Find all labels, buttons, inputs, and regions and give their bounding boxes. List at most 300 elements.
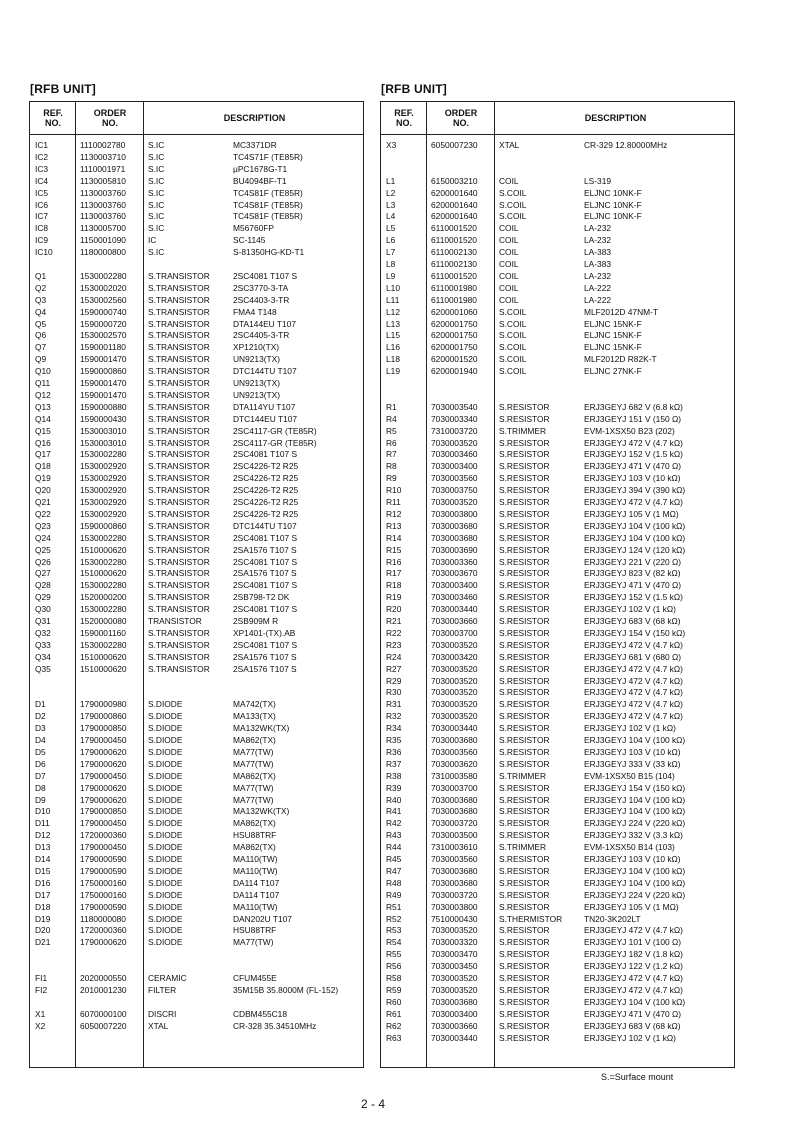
ref-cell: L3	[386, 199, 396, 210]
part-type-cell: S.TRANSISTOR	[148, 449, 210, 460]
ref-cell: D3	[35, 723, 46, 734]
order-no-cell: 1590001470	[80, 389, 127, 400]
part-number-cell: ERJ3GEYJ 394 V (390 kΩ)	[584, 485, 686, 496]
ref-cell: Q31	[35, 616, 51, 626]
table-row	[30, 401, 363, 413]
part-type-cell: S.DIODE	[148, 901, 183, 912]
ref-cell: Q25	[35, 544, 51, 555]
part-number-cell: ERJ3GEYJ 104 V (100 kΩ)	[584, 865, 686, 876]
ref-cell: IC7	[35, 211, 49, 222]
table-row	[381, 805, 734, 817]
part-type-cell: S.TRANSISTOR	[148, 389, 210, 400]
order-no-cell: 7030003680	[431, 794, 478, 805]
part-type-cell: S.IC	[148, 140, 165, 150]
part-type-cell: S.DIODE	[148, 830, 183, 841]
ref-cell: IC3	[35, 163, 49, 174]
table-row	[30, 448, 363, 460]
part-number-cell: ERJ3GEYJ 472 V (4.7 kΩ)	[584, 663, 683, 674]
part-number-cell: 2SC4081 T107 S	[233, 556, 298, 567]
ref-cell: D8	[35, 782, 46, 793]
part-number-cell: UN9213(TX)	[233, 378, 281, 388]
part-type-cell: S.TRANSISTOR	[148, 568, 210, 579]
part-type-cell: S.TRANSISTOR	[148, 330, 210, 341]
ref-cell: Q19	[35, 473, 51, 484]
order-no-cell: 6110001980	[431, 294, 477, 305]
part-number-cell: ELJNC 10NK-F	[584, 211, 642, 222]
ref-cell: R37	[386, 758, 402, 769]
part-type-cell: S.RESISTOR	[499, 830, 550, 841]
part-type-cell: S.DIODE	[148, 842, 183, 853]
table-row	[381, 306, 734, 318]
part-number-cell: 2SC4226-T2 R25	[233, 485, 299, 496]
ref-cell: L11	[386, 294, 400, 305]
part-type-cell: S.RESISTOR	[499, 758, 550, 769]
order-no-cell: 1110002780	[80, 140, 126, 150]
part-number-cell: 2SA1576 T107 S	[233, 568, 297, 579]
ref-cell: D13	[35, 842, 51, 853]
part-type-cell: S.TRANSISTOR	[148, 318, 210, 329]
part-number-cell: TN20-3K202LT	[584, 913, 641, 924]
part-number-cell: TC4S81F (TE85R)	[233, 199, 303, 210]
ref-cell: R54	[386, 937, 402, 948]
table-row	[381, 734, 734, 746]
part-number-cell: MA77(TW)	[233, 782, 274, 793]
table-row	[30, 163, 363, 175]
table-row	[381, 829, 734, 841]
part-type-cell: S.DIODE	[148, 854, 183, 864]
ref-cell: Q17	[35, 449, 51, 460]
part-type-cell: S.RESISTOR	[499, 687, 550, 698]
ref-cell: Q5	[35, 318, 47, 329]
part-type-cell: S.DIODE	[148, 865, 183, 876]
table-row	[381, 270, 734, 282]
table-row	[30, 829, 363, 841]
order-no-cell: 1790000590	[80, 854, 127, 864]
order-no-cell: 1590001180	[80, 342, 126, 353]
table-row	[30, 437, 363, 449]
order-no-cell: 7030003800	[431, 508, 478, 519]
part-number-cell: 2SA1576 T107 S	[233, 663, 297, 674]
part-number-cell: MA110(TW)	[233, 854, 278, 864]
part-type-cell: S.RESISTOR	[499, 746, 550, 757]
part-number-cell: DA114 T107	[233, 889, 280, 900]
ref-cell: IC10	[35, 247, 53, 258]
part-number-cell: ERJ3GEYJ 104 V (100 kΩ)	[584, 996, 686, 1007]
part-number-cell: ERJ3GEYJ 103 V (10 kΩ)	[584, 746, 681, 757]
ref-cell: R5	[386, 425, 397, 436]
table-row	[381, 460, 734, 472]
part-type-cell: S.RESISTOR	[499, 806, 550, 817]
part-type-cell: S.IC	[148, 187, 165, 198]
part-type-cell: S.TRANSISTOR	[148, 663, 210, 674]
part-type-cell: S.IC	[148, 163, 165, 174]
part-type-cell: S.COIL	[499, 342, 527, 353]
order-no-header: ORDER NO.	[444, 108, 478, 128]
ref-cell: R22	[386, 627, 402, 638]
left-parts-table	[29, 101, 364, 1068]
table-row	[30, 353, 363, 365]
order-no-cell: 2010001230	[80, 984, 127, 995]
part-type-cell: S.TRANSISTOR	[148, 580, 210, 591]
ref-cell: R8	[386, 461, 397, 472]
order-no-cell: 7030003440	[431, 604, 478, 615]
part-number-cell: ERJ3GEYJ 472 V (4.7 kΩ)	[584, 984, 683, 995]
part-number-cell: ERJ3GEYJ 681 V (680 Ω)	[584, 651, 682, 662]
part-number-cell: ERJ3GEYJ 472 V (4.7 kΩ)	[584, 687, 683, 698]
ref-cell: R62	[386, 1020, 402, 1031]
part-type-cell: S.RESISTOR	[499, 461, 550, 472]
order-no-cell: 7030003680	[431, 865, 478, 876]
order-no-cell: 6200001520	[431, 354, 478, 365]
order-no-cell: 7030003520	[431, 675, 478, 686]
order-no-cell: 1790000450	[80, 770, 127, 781]
table-row	[381, 210, 734, 222]
ref-cell: L19	[386, 366, 400, 377]
order-no-cell: 1790000590	[80, 901, 127, 912]
part-type-cell: S.TRANSISTOR	[148, 556, 210, 567]
part-type-cell: S.COIL	[499, 366, 527, 377]
part-number-cell: DAN202U T107	[233, 913, 292, 924]
table-row	[30, 210, 363, 222]
order-no-cell: 1590000720	[80, 318, 127, 329]
ref-cell: Q13	[35, 401, 51, 412]
part-number-cell: ERJ3GEYJ 471 V (470 Ω)	[584, 580, 682, 591]
ref-cell: Q18	[35, 461, 51, 472]
table-row	[30, 139, 363, 151]
part-number-cell: MA862(TX)	[233, 818, 276, 829]
order-no-cell: 1510000620	[80, 651, 127, 662]
part-type-cell: S.DIODE	[148, 889, 183, 900]
order-no-cell: 7030003500	[431, 830, 478, 841]
part-number-cell: ERJ3GEYJ 104 V (100 kΩ)	[584, 806, 686, 817]
order-no-cell: 1790000620	[80, 794, 127, 805]
order-no-cell: 7030003680	[431, 532, 478, 543]
table-row	[381, 448, 734, 460]
ref-cell: R51	[386, 901, 402, 912]
order-no-cell: 7030003520	[431, 663, 478, 674]
part-number-cell: MA132WK(TX)	[233, 806, 290, 817]
ref-cell: IC2	[35, 151, 49, 162]
part-number-cell: ELJNC 15NK-F	[584, 342, 642, 353]
ref-cell: R43	[386, 830, 402, 841]
part-number-cell: LA-383	[584, 247, 612, 258]
table-row	[30, 984, 363, 996]
ref-cell: IC9	[35, 235, 49, 246]
part-type-cell: S.RESISTOR	[499, 485, 550, 496]
part-number-cell: 2SC3770-3-TA	[233, 282, 289, 293]
part-number-cell: MA132WK(TX)	[233, 723, 290, 734]
part-type-cell: S.DIODE	[148, 711, 183, 722]
ref-cell: IC4	[35, 175, 49, 186]
part-number-cell: TC4S81F (TE85R)	[233, 187, 303, 198]
table-row	[30, 187, 363, 199]
part-number-cell: DTC144EU T107	[233, 413, 298, 424]
ref-cell: X3	[386, 140, 397, 150]
ref-cell: Q3	[35, 294, 47, 305]
order-no-cell: 7310003580	[431, 770, 478, 781]
ref-cell: R34	[386, 723, 402, 734]
part-number-cell: ERJ3GEYJ 221 V (220 Ω)	[584, 556, 682, 567]
part-number-cell: CDBM455C18	[233, 1008, 287, 1019]
part-type-cell: COIL	[499, 175, 519, 186]
part-type-cell: S.TRANSISTOR	[148, 342, 210, 353]
part-number-cell: UN9213(TX)	[233, 354, 281, 365]
table-row	[30, 841, 363, 853]
table-row	[381, 591, 734, 603]
left-table-header	[30, 102, 363, 135]
table-row	[30, 282, 363, 294]
part-type-cell: S.DIODE	[148, 937, 183, 948]
ref-cell: Q28	[35, 580, 51, 591]
order-no-cell: 7030003660	[431, 616, 478, 626]
ref-cell: IC8	[35, 223, 49, 234]
ref-cell: R21	[386, 616, 402, 626]
ref-cell: D14	[35, 854, 51, 864]
table-row	[30, 306, 363, 318]
table-row	[30, 532, 363, 544]
table-row	[381, 746, 734, 758]
part-number-cell: ERJ3GEYJ 472 V (4.7 kΩ)	[584, 497, 683, 507]
order-no-cell: 7030003680	[431, 735, 478, 745]
ref-cell: R52	[386, 913, 402, 924]
table-row	[30, 651, 363, 663]
order-no-cell: 1590000740	[80, 306, 127, 317]
table-row	[381, 508, 734, 520]
order-no-cell: 7030003670	[431, 568, 478, 579]
ref-cell: D15	[35, 865, 51, 876]
part-type-cell: S.RESISTOR	[499, 735, 550, 745]
ref-cell: FI2	[35, 984, 48, 995]
ref-cell: R63	[386, 1032, 402, 1043]
order-no-cell: 7030003520	[431, 973, 478, 983]
table-row	[30, 508, 363, 520]
part-number-cell: LA-232	[584, 235, 612, 246]
part-type-cell: S.RESISTOR	[499, 604, 550, 615]
table-row	[381, 341, 734, 353]
part-number-cell: ERJ3GEYJ 152 V (1.5 kΩ)	[584, 449, 683, 460]
ref-cell: Q14	[35, 413, 51, 424]
part-number-cell: LS-319	[584, 175, 612, 186]
part-type-cell: S.TRANSISTOR	[148, 627, 210, 638]
order-no-cell: 7030003680	[431, 806, 478, 817]
order-no-cell: 1530002920	[80, 473, 127, 484]
table-row	[30, 329, 363, 341]
order-no-cell: 7030003700	[431, 627, 478, 638]
part-number-cell: MA742(TX)	[233, 699, 276, 710]
part-number-cell: ERJ3GEYJ 103 V (10 kΩ)	[584, 854, 681, 864]
ref-cell: Q26	[35, 556, 51, 567]
table-row	[30, 484, 363, 496]
ref-cell: R42	[386, 818, 402, 829]
part-type-cell: S.RESISTOR	[499, 925, 550, 936]
order-no-cell: 1530002280	[80, 532, 127, 543]
table-row	[381, 579, 734, 591]
order-no-cell: 7030003520	[431, 687, 478, 698]
part-type-cell: S.RESISTOR	[499, 711, 550, 722]
order-no-cell: 6050007230	[431, 140, 478, 150]
part-number-cell: ERJ3GEYJ 105 V (1 MΩ)	[584, 508, 679, 519]
part-type-cell: S.TRANSISTOR	[148, 461, 210, 472]
ref-cell: R14	[386, 532, 402, 543]
order-no-cell: 1510000620	[80, 568, 127, 579]
ref-cell: D20	[35, 925, 51, 936]
ref-cell: R55	[386, 949, 402, 960]
table-row	[30, 377, 363, 389]
part-type-cell: S.RESISTOR	[499, 937, 550, 948]
ref-cell: Q35	[35, 663, 51, 674]
part-type-cell: S.TRANSISTOR	[148, 639, 210, 650]
table-row	[30, 758, 363, 770]
part-type-cell: S.RESISTOR	[499, 961, 550, 972]
table-row	[30, 615, 363, 627]
order-no-cell: 7030003520	[431, 984, 478, 995]
table-row	[381, 496, 734, 508]
ref-cell: X1	[35, 1008, 46, 1019]
part-type-cell: S.RESISTOR	[499, 520, 550, 531]
ref-cell: FI1	[35, 973, 48, 983]
part-type-cell: S.RESISTOR	[499, 413, 550, 424]
order-no-cell: 1530002280	[80, 604, 127, 615]
part-number-cell: MA133(TX)	[233, 711, 276, 722]
order-no-cell: 7030003460	[431, 592, 478, 603]
order-no-cell: 6200001940	[431, 366, 478, 377]
ref-cell: D16	[35, 877, 51, 888]
ref-cell: Q27	[35, 568, 51, 579]
part-type-cell: S.RESISTOR	[499, 949, 550, 960]
table-row	[30, 889, 363, 901]
order-no-cell: 7030003400	[431, 461, 478, 472]
ref-cell: Q32	[35, 627, 51, 638]
ref-cell: R23	[386, 639, 402, 650]
table-row	[30, 567, 363, 579]
order-no-cell: 7030003470	[431, 949, 478, 960]
table-row	[30, 579, 363, 591]
ref-cell: R1	[386, 401, 397, 412]
ref-cell: R40	[386, 794, 402, 805]
table-row	[381, 889, 734, 901]
part-type-cell: COIL	[499, 282, 519, 293]
part-number-cell: 2SC4117-GR (TE85R)	[233, 437, 317, 448]
table-row	[381, 913, 734, 925]
order-no-cell: 1530002020	[80, 282, 127, 293]
part-number-cell: ERJ3GEYJ 102 V (1 kΩ)	[584, 1032, 676, 1043]
part-number-cell: 2SB798-T2 DK	[233, 592, 290, 603]
part-number-cell: 2SC4081 T107 S	[233, 580, 298, 591]
part-type-cell: S.RESISTOR	[499, 580, 550, 591]
part-type-cell: S.RESISTOR	[499, 723, 550, 734]
order-no-cell: 1790000450	[80, 818, 127, 829]
table-row	[30, 782, 363, 794]
ref-cell: R58	[386, 973, 402, 983]
ref-cell: Q2	[35, 282, 47, 293]
ref-cell: R59	[386, 984, 402, 995]
part-type-cell: S.RESISTOR	[499, 973, 550, 983]
part-number-cell: ERJ3GEYJ 151 V (150 Ω)	[584, 413, 682, 424]
part-type-cell: S.IC	[148, 223, 165, 234]
table-row	[381, 1008, 734, 1020]
table-row	[30, 698, 363, 710]
table-row	[381, 675, 734, 687]
part-type-cell: S.IC	[148, 199, 165, 210]
order-no-cell: 7030003720	[431, 818, 478, 829]
ref-cell: D18	[35, 901, 51, 912]
ref-cell: R19	[386, 592, 402, 603]
part-number-cell: DTC144TU T107	[233, 520, 297, 531]
table-row	[381, 175, 734, 187]
table-row	[381, 770, 734, 782]
part-type-cell: S.COIL	[499, 318, 527, 329]
ref-cell: D21	[35, 937, 51, 948]
table-row	[381, 627, 734, 639]
part-type-cell: S.IC	[148, 151, 165, 162]
table-row	[381, 615, 734, 627]
order-no-cell: 1110001971	[80, 163, 126, 174]
table-row	[30, 294, 363, 306]
table-row	[30, 175, 363, 187]
table-row	[381, 329, 734, 341]
ref-cell: R60	[386, 996, 402, 1007]
part-number-cell: ELJNC 15NK-F	[584, 318, 642, 329]
table-row	[30, 924, 363, 936]
part-type-cell: TRANSISTOR	[148, 616, 202, 626]
order-no-cell: 1530002280	[80, 270, 127, 281]
part-type-cell: S.COIL	[499, 199, 527, 210]
part-number-cell: 2SC4081 T107 S	[233, 604, 298, 615]
part-number-cell: 2SB909M R	[233, 616, 279, 626]
part-number-cell: MA77(TW)	[233, 758, 274, 769]
order-no-cell: 7030003560	[431, 746, 478, 757]
order-no-cell: 1790000850	[80, 723, 127, 734]
part-number-cell: ERJ3GEYJ 472 V (4.7 kΩ)	[584, 711, 683, 722]
order-no-cell: 7030003320	[431, 937, 478, 948]
order-no-cell: 1130005810	[80, 175, 126, 186]
part-type-cell: S.RESISTOR	[499, 889, 550, 900]
order-no-cell: 1530002280	[80, 639, 127, 650]
order-no-cell: 7030003400	[431, 580, 478, 591]
ref-cell: Q30	[35, 604, 51, 615]
part-type-cell: S.RESISTOR	[499, 556, 550, 567]
order-no-cell: 1180000800	[80, 247, 126, 258]
order-no-cell: 7030003680	[431, 877, 478, 888]
ref-cell: R56	[386, 961, 402, 972]
ref-cell: X2	[35, 1020, 46, 1031]
part-number-cell: S-81350HG-KD-T1	[233, 247, 305, 258]
part-type-cell: S.TRANSISTOR	[148, 520, 210, 531]
part-number-cell: XP1210(TX)	[233, 342, 280, 353]
part-number-cell: ERJ3GEYJ 683 V (68 kΩ)	[584, 616, 681, 626]
part-number-cell: 2SC4226-T2 R25	[233, 473, 299, 484]
ref-cell: D10	[35, 806, 51, 817]
part-number-cell: ERJ3GEYJ 683 V (68 kΩ)	[584, 1020, 681, 1031]
table-row	[30, 520, 363, 532]
part-number-cell: ERJ3GEYJ 104 V (100 kΩ)	[584, 877, 686, 888]
table-row	[381, 520, 734, 532]
order-no-cell: 7030003620	[431, 758, 478, 769]
ref-cell: R35	[386, 735, 402, 745]
table-row	[381, 936, 734, 948]
ref-no-header: REF. NO.	[43, 108, 63, 128]
table-row	[30, 722, 363, 734]
part-type-cell: S.TRANSISTOR	[148, 544, 210, 555]
part-number-cell: ERJ3GEYJ 182 V (1.8 kΩ)	[584, 949, 683, 960]
table-row	[381, 603, 734, 615]
order-no-cell: 7030003340	[431, 413, 478, 424]
table-row	[30, 544, 363, 556]
part-number-cell: MA862(TX)	[233, 770, 276, 781]
part-type-cell: FILTER	[148, 984, 177, 995]
order-no-cell: 1180000080	[80, 913, 126, 924]
part-number-cell: ERJ3GEYJ 101 V (100 Ω)	[584, 937, 682, 948]
